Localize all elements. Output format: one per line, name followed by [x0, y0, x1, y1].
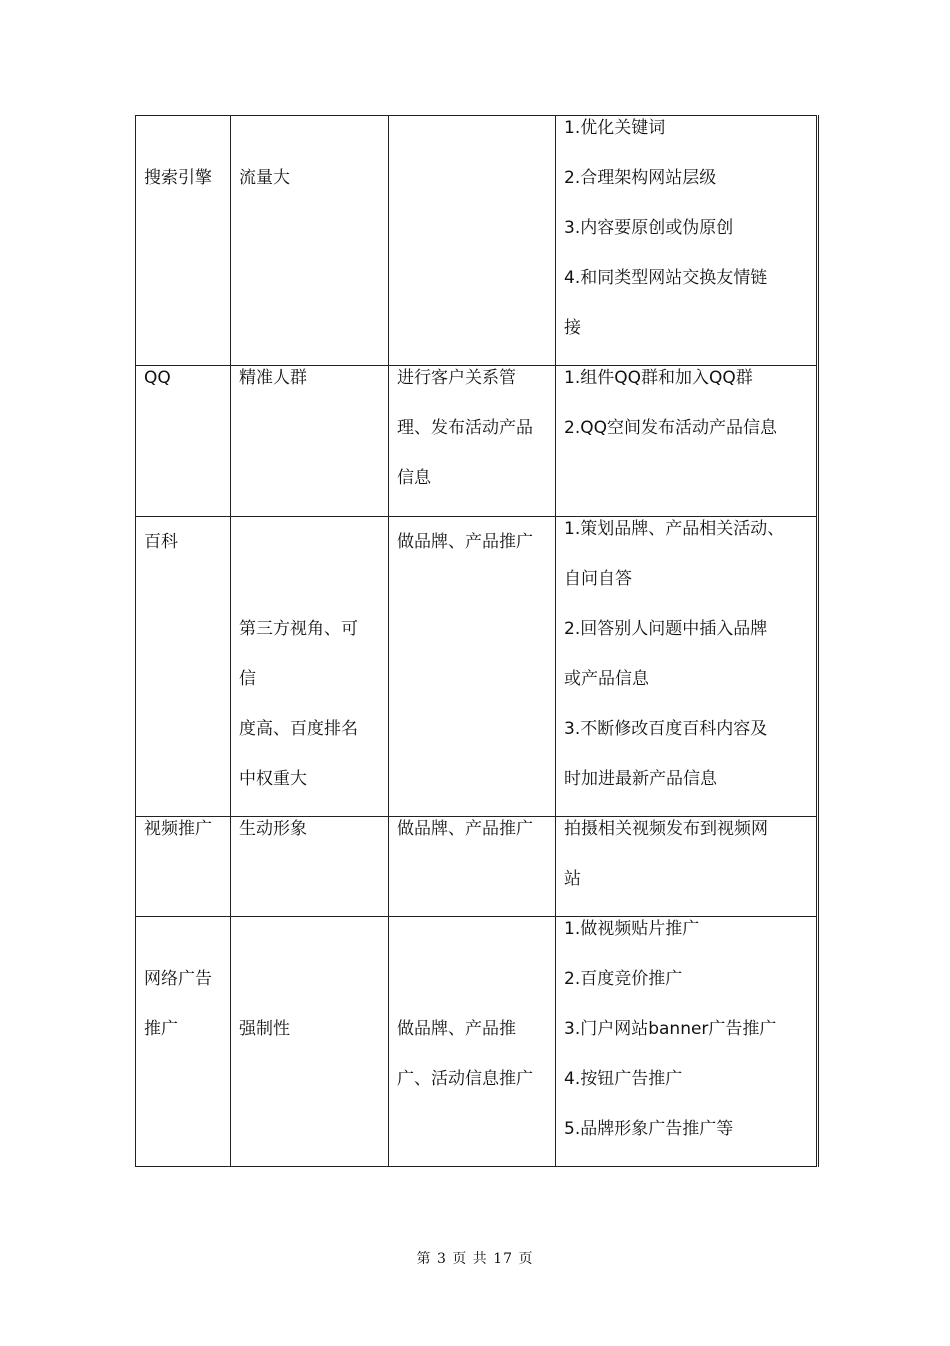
feature-text: 生动形象	[239, 819, 307, 839]
methods-cell	[556, 116, 818, 366]
method-line: 2.回答别人问题中插入品牌	[564, 619, 768, 639]
method-line: 接	[564, 318, 581, 338]
feature-line: 第三方视角、可	[239, 619, 358, 639]
feature-line: 信	[239, 669, 256, 689]
feature-text: 强制性	[239, 1019, 290, 1039]
purpose-cell	[389, 116, 556, 366]
method-line: 4.按钮广告推广	[564, 1069, 683, 1089]
methods-cell	[556, 917, 818, 1167]
method-line: 2.合理架构网站层级	[564, 168, 717, 188]
table-row	[136, 366, 818, 517]
channel-cell	[136, 517, 231, 817]
purpose-line: 信息	[397, 468, 431, 488]
method-line: 站	[564, 869, 581, 889]
channel-cell	[136, 817, 231, 917]
feature-cell	[231, 817, 389, 917]
purpose-cell	[389, 366, 556, 517]
method-line: 5.品牌形象广告推广等	[564, 1119, 734, 1139]
purpose-cell	[389, 917, 556, 1167]
purpose-line: 广、活动信息推广	[397, 1069, 533, 1089]
channel-name-line: 网络广告	[144, 969, 212, 989]
feature-line: 中权重大	[239, 769, 307, 789]
method-line: 1.优化关键词	[564, 118, 666, 138]
methods-cell	[556, 366, 818, 517]
channel-name: 视频推广	[144, 819, 212, 839]
feature-text: 精准人群	[239, 368, 307, 388]
channel-name: QQ	[144, 368, 171, 388]
methods-cell	[556, 817, 818, 917]
table-row	[136, 917, 818, 1167]
method-line: 2.百度竞价推广	[564, 969, 683, 989]
feature-cell	[231, 917, 389, 1167]
method-line: 4.和同类型网站交换友情链	[564, 268, 768, 288]
purpose-line: 做品牌、产品推广	[397, 819, 533, 839]
purpose-cell	[389, 817, 556, 917]
feature-cell	[231, 517, 389, 817]
purpose-line: 进行客户关系管	[397, 368, 516, 388]
channel-name-line: 推广	[144, 1019, 178, 1039]
methods-cell	[556, 517, 818, 817]
method-line: 1.策划品牌、产品相关活动、	[564, 519, 785, 539]
purpose-line: 做品牌、产品推广	[397, 532, 533, 552]
purpose-line: 做品牌、产品推	[397, 1019, 516, 1039]
channel-name: 百科	[144, 532, 178, 552]
channel-name: 搜索引擎	[144, 168, 212, 188]
feature-cell	[231, 116, 389, 366]
method-line: 3.不断修改百度百科内容及	[564, 719, 768, 739]
method-line: 时加进最新产品信息	[564, 769, 717, 789]
promotion-channel-table	[135, 115, 819, 1167]
table-row	[136, 116, 818, 366]
page-number-footer: 第 3 页 共 17 页	[416, 1251, 534, 1267]
purpose-cell	[389, 517, 556, 817]
method-line: 3.内容要原创或伪原创	[564, 218, 734, 238]
table-row	[136, 817, 818, 917]
channel-cell	[136, 917, 231, 1167]
method-line: 1.组件QQ群和加入QQ群	[564, 368, 753, 388]
channel-cell	[136, 366, 231, 517]
method-line: 自问自答	[564, 569, 632, 589]
method-line: 3.门户网站banner广告推广	[564, 1019, 777, 1039]
method-line: 2.QQ空间发布活动产品信息	[564, 418, 777, 438]
feature-text: 流量大	[239, 168, 290, 188]
method-line: 1.做视频贴片推广	[564, 919, 700, 939]
method-line: 或产品信息	[564, 669, 649, 689]
feature-line: 度高、百度排名	[239, 719, 358, 739]
purpose-line: 理、发布活动产品	[397, 418, 533, 438]
channel-cell	[136, 116, 231, 366]
table-row	[136, 517, 818, 817]
feature-cell	[231, 366, 389, 517]
method-line: 拍摄相关视频发布到视频网	[564, 819, 768, 839]
